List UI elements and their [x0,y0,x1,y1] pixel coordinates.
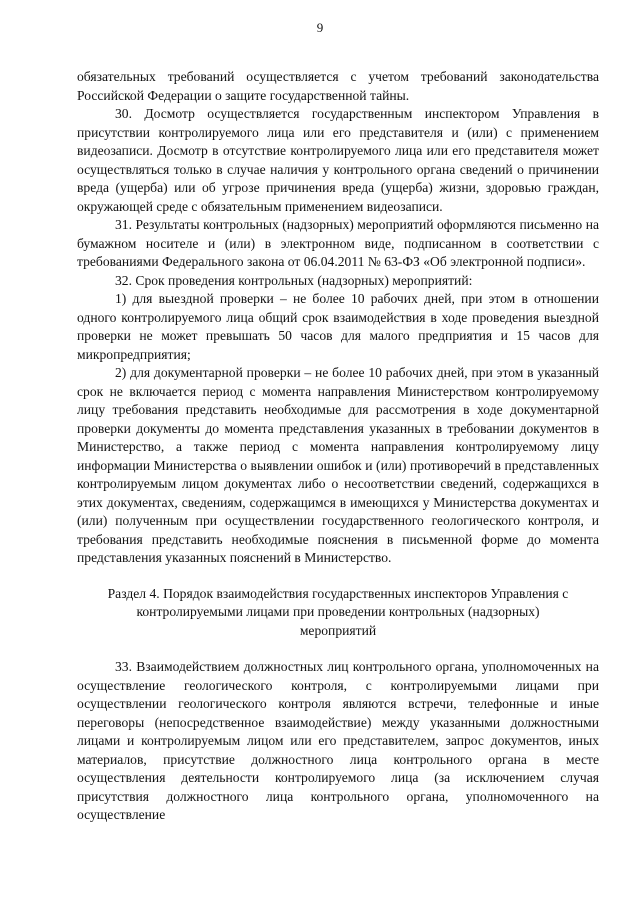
paragraph-33: 33. Взаимодействием должностных лиц контрольного органа, уполномоченных на осуществление геологического контроля, с контролируемыми лицами при осуществлении геологического контроля являются встречи, телефонные и иные переговоры (непосредственное взаимодействие) между указанными должностными лицами и контролируемым лицом или его представителем, запрос документов, иных материалов, присутствие должностного лица контрольного органа в месте осуществления деятельности контролируемого лица (за исключением случая присутствия должностного лица контрольного органа, уполномоченного на осуществление [77,659,599,822]
paragraph-31: 31. Результаты контрольных (надзорных) мероприятий оформляются письменно на бумажном носителе и (или) в электронном виде, подписанном в соответствии с требованиями Федерального закона от 06.04.2011 № 63-ФЗ «Об электронной подписи». [77,217,599,269]
section-heading: Раздел 4. Порядок взаимодействия государственных инспекторов Управления с контролируемыми лицами при проведении контрольных (надзорных) мероприятий [107,585,569,638]
page-number: 9 [316,20,324,35]
paragraph-32: 32. Срок проведения контрольных (надзорных) мероприятий: [115,272,473,288]
paragraph-32-item-1: 1) для выездной проверки – не более 10 рабочих дней, при этом в отношении одного контролируемого лица общий срок взаимодействия в ходе проведения выездной проверки не может превышать 50 часов для малого предприятия и 15 часов для микропредприятия; [77,291,599,362]
paragraph-continuation: обязательных требований осуществляется с учетом требований законодательства Российской Федерации о защите государственной тайны. [77,69,599,103]
document-body [77,68,599,825]
paragraph-32-item-2: 2) для документарной проверки – не более 10 рабочих дней, при этом в указанный срок не включается период с момента направления Министерством контролируемому лицу требования представить необходимые для рассмотрения в ходе документарной проверки документы до момента представления указанных в требовании документов в Министерство, а также период с момента направления контролируемому лицу информации Министерства о выявлении ошибок и (или) противоречий в представленных контролируемым лицом документах либо о несоответствии сведений, содержащихся в этих документах, сведениям, содержащимся в имеющихся у Министерства документах и (или) полученным при осуществлении государственного геологического контроля, и требования представить необходимые пояснения в письменной форме до момента представления указанных пояснений в Министерство. [77,365,599,565]
paragraph-30: 30. Досмотр осуществляется государственным инспектором Управления в присутствии контролируемого лица или его представителя и (или) с применением видеозаписи. Досмотр в отсутствие контролируемого лица или его представителя может осуществляться только в случае наличия у контрольного органа сведений о причинении вреда (ущерба) или об угрозе причинения вреда (ущерба) жизни, здоровью граждан, окружающей среде с обязательным применением видеозаписи. [77,106,599,214]
